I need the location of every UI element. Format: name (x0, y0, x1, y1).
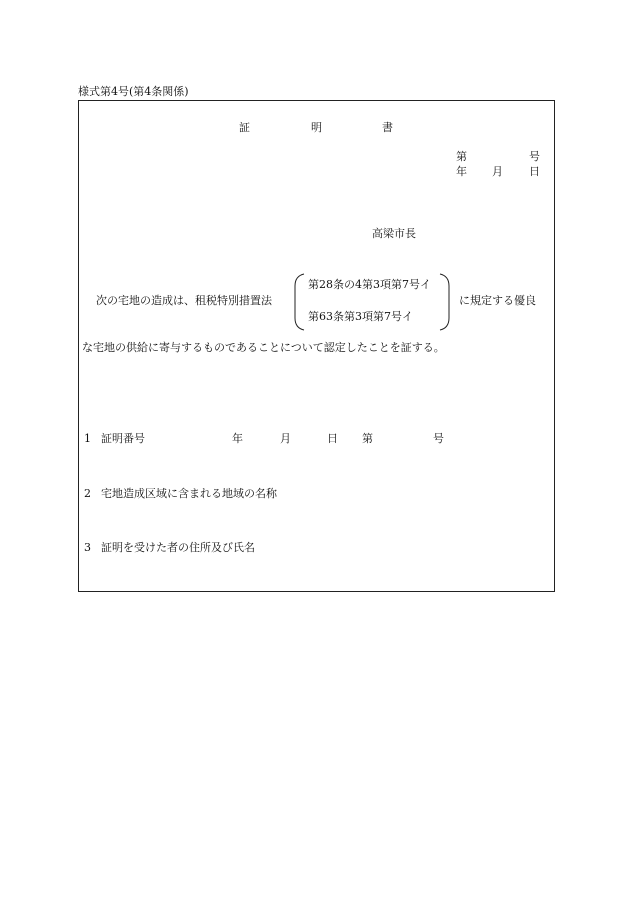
item-1-number: 1 (84, 432, 91, 445)
left-bracket-icon (292, 272, 306, 332)
item-1-label: 証明番号 (101, 432, 145, 445)
body-option-2: 第63条第3項第7号イ (308, 310, 413, 323)
item-3-label: 証明を受けた者の住所及び氏名 (101, 541, 255, 554)
item-1-month: 月 (280, 432, 291, 445)
issuer-name: 高梁市長 (372, 227, 416, 240)
body-option-1: 第28条の4第3項第7号イ (308, 278, 431, 291)
item-1-go: 号 (433, 432, 444, 445)
item-3-number: 3 (84, 541, 91, 554)
form-label: 様式第4号(第4条関係) (78, 85, 189, 98)
item-1-dai: 第 (362, 432, 373, 445)
right-bracket-icon (438, 272, 452, 332)
issue-year: 年 (456, 165, 467, 178)
item-2-label: 宅地造成区域に含まれる地域の名称 (101, 487, 277, 500)
issue-go: 号 (529, 150, 540, 163)
body-line-2: な宅地の供給に寄与するものであることについて認定したことを証する。 (82, 341, 445, 354)
issue-day: 日 (529, 165, 540, 178)
title-char-2: 明 (311, 121, 322, 134)
title-char-1: 証 (239, 121, 250, 134)
issue-month: 月 (492, 165, 503, 178)
item-1-year: 年 (232, 432, 243, 445)
item-2-number: 2 (84, 487, 91, 500)
title-char-3: 書 (382, 121, 393, 134)
body-lead: 次の宅地の造成は、租税特別措置法 (96, 294, 272, 307)
issue-dai: 第 (456, 150, 467, 163)
body-tail: に規定する優良 (459, 294, 536, 307)
item-1-day: 日 (327, 432, 338, 445)
